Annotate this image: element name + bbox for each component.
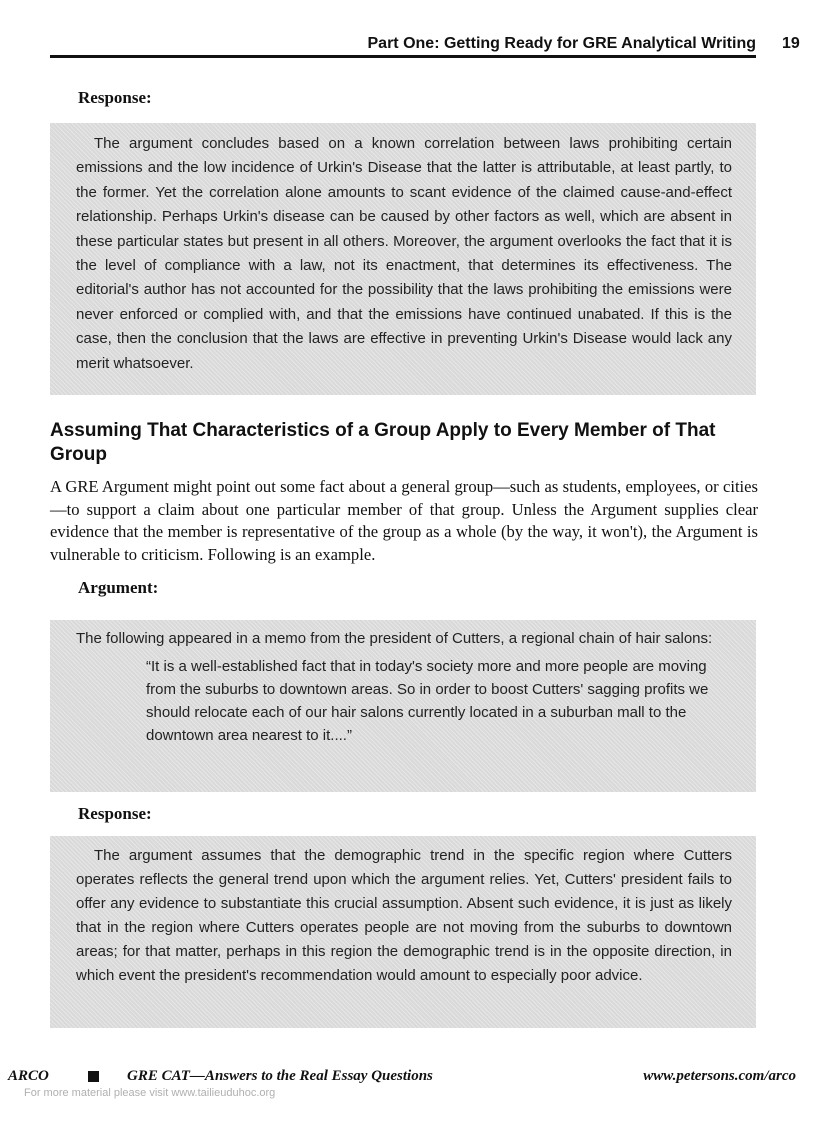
footer-book-title: GRE CAT—Answers to the Real Essay Questions	[127, 1068, 433, 1084]
argument-quote: “It is a well-established fact that in today's society more and more people are moving from the suburbs to downtown areas. So in order to boost Cutters' sagging profits we should relocate each of our hair salons currently located in a suburban mall to the downtown area nearest to it....”	[146, 658, 709, 744]
footer-square-icon	[88, 1071, 99, 1082]
response-label-1: Response:	[78, 88, 152, 107]
footer-watermark: For more material please visit www.tailieuduhoc.org	[24, 1087, 276, 1099]
response-text-2: The argument assumes that the demographic trend in the specific region where Cutters operates reflects the general trend upon which the argument relies. Yet, Cutters' president fails to offer any evidence to substantiate this crucial assumption. Absent such evidence, it is just as likely that in the region where Cutters operates people are not moving from the suburbs to downtown areas; for that matter, perhaps in this region the demographic trend is in the opposite direction, in which event the president's recommendation would amount to especially poor advice.	[76, 847, 732, 984]
header-rule	[50, 55, 756, 58]
section-body-paragraph: A GRE Argument might point out some fact about a general group—such as students, employees, or cities—to support a claim about one particular member of that group. Unless the Argument supplies clear evidence that the member is representative of the group as a whole (by the way, it won't), the Argument is vulnerable to criticism. Following is an example.	[50, 477, 758, 564]
response-text-1: The argument concludes based on a known correlation between laws prohibiting certain emissions and the low incidence of Urkin's Disease that the latter is attributable, at least partly, to the former. Yet the correlation alone amounts to scant evidence of the claimed cause-and-effect relationship. Perhaps Urkin's disease can be caused by other factors as well, which are absent in these particular states but present in all others. Moreover, the argument overlooks the fact that it is the level of compliance with a law, not its enactment, that determines its effectiveness. The editorial's author has not accounted for the possibility that the laws prohibiting the emissions were never enforced or complied with, and that the emissions have continued unabated. If this is the case, then the conclusion that the laws are effective in preventing Urkin's Disease would lack any merit whatsoever.	[76, 135, 732, 372]
section-heading: Assuming That Characteristics of a Group Apply to Every Member of That Group	[50, 420, 716, 465]
running-head-title: Part One: Getting Ready for GRE Analytical Writing	[367, 35, 756, 52]
response-box-2	[50, 836, 756, 1028]
footer-brand: ARCO	[8, 1068, 49, 1084]
argument-intro: The following appeared in a memo from the president of Cutters, a regional chain of hair salons:	[76, 630, 713, 647]
response-box-1	[50, 123, 756, 395]
response-label-2: Response:	[78, 804, 152, 823]
footer-url: www.petersons.com/arco	[643, 1068, 796, 1084]
argument-box	[50, 620, 756, 792]
argument-label: Argument:	[78, 578, 159, 597]
page-number: 19	[782, 35, 800, 52]
